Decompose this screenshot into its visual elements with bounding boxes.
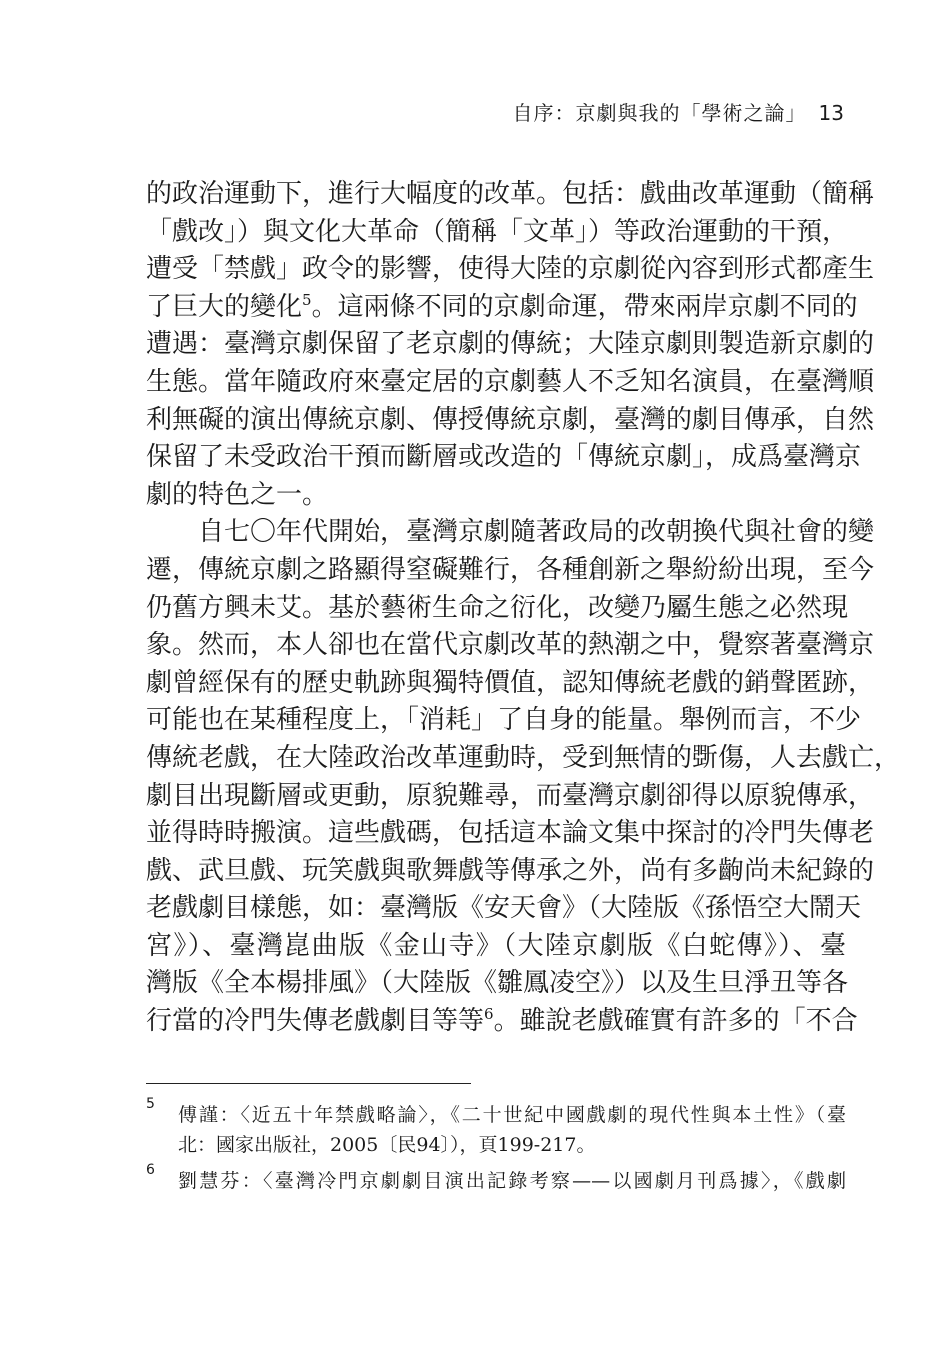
footnote-reference[interactable]: 6	[484, 1005, 494, 1024]
text-line	[146, 702, 862, 740]
text-line	[146, 740, 901, 778]
line-text: 劇的特色之一。	[146, 479, 329, 510]
text-line	[146, 1003, 858, 1041]
line-text: 戲、武旦戲、玩笑戲與歌舞戲等傳承之外，尚有多齣尚未紀錄的	[146, 855, 875, 886]
text-line	[146, 853, 875, 891]
line-text: 遷，傳統京劇之路顯得窒礙難行，各種創新之舉紛紛出現，至今	[146, 554, 875, 585]
line-text: 傳統老戲，在大陸政治改革運動時，受到無情的斲傷，人去戲亡，	[146, 742, 901, 773]
line-text: 遭受「禁戲」政令的影響，使得大陸的京劇從內容到形式都產生	[146, 254, 875, 285]
line-text: 。雖說老戲確實有許多的「不合	[493, 1006, 858, 1037]
footnote-line: 傅謹：〈近五十年禁戲略論〉，《二十世紀中國戲劇的現代性與本土性》（臺	[178, 1104, 846, 1126]
text-line	[146, 965, 849, 1003]
line-text: 了巨大的變化	[146, 291, 303, 322]
line-text: 行當的冷門失傳老戲劇目等等	[146, 1006, 485, 1037]
footnote	[146, 1162, 846, 1196]
line-text: 「戲改」）與文化大革命（簡稱「文革」）等政治運動的干預，	[146, 216, 849, 247]
line-text: 。這兩條不同的京劇命運，帶來兩岸京劇不同的	[311, 291, 858, 322]
line-text: 劇曾經保有的歷史軌跡與獨特價值，認知傳統老戲的銷聲匿跡，	[146, 667, 875, 698]
text-line	[146, 251, 875, 289]
text-line	[146, 665, 875, 703]
footnote-divider	[146, 1083, 471, 1084]
footnotes	[146, 1096, 846, 1196]
line-text: 利無礙的演出傳統京劇、傳授傳統京劇，臺灣的劇目傳承，自然	[146, 404, 875, 435]
text-line	[146, 778, 875, 816]
page-number: 13	[818, 101, 844, 125]
footnote-line: 劉慧芬：〈臺灣冷門京劇劇目演出記錄考察——以國劇月刊爲據〉，《戲劇	[178, 1170, 846, 1192]
footnote-number: 6	[146, 1162, 155, 1178]
line-text: 仍舊方興未艾。基於藝術生命之衍化，改變乃屬生態之必然現	[146, 592, 849, 623]
text-line	[146, 477, 846, 515]
text-line	[146, 326, 875, 364]
line-text: 老戲劇目樣態，如：臺灣版《安天會》（大陸版《孫悟空大鬧天	[146, 893, 862, 924]
text-line	[146, 176, 875, 214]
text-line	[146, 815, 875, 853]
line-text: 宮》）、臺灣崑曲版《金山寺》（大陸京劇版《白蛇傳》）、臺	[146, 930, 846, 961]
text-line	[146, 928, 846, 966]
paragraph	[146, 176, 875, 514]
footnote-reference[interactable]: 5	[302, 290, 312, 309]
footnote-line: 北：國家出版社，2005〔民94〕），頁199-217。	[178, 1134, 596, 1156]
line-text: 的政治運動下，進行大幅度的改革。包括：戲曲改革運動（簡稱	[146, 179, 875, 209]
line-text: 灣版《全本楊排風》（大陸版《雛鳳凌空》）以及生旦淨丑等各	[146, 968, 849, 999]
text-line	[146, 289, 858, 327]
line-text: 劇目出現斷層或更動，原貌難尋，而臺灣京劇卻得以原貌傳承，	[146, 780, 875, 811]
footnote-number: 5	[146, 1096, 155, 1112]
text-line	[146, 890, 862, 928]
text-line	[146, 402, 875, 440]
line-text: 象。然而，本人卻也在當代京劇改革的熱潮之中，覺察著臺灣京	[146, 630, 875, 661]
footnote	[146, 1096, 846, 1160]
text-line	[146, 552, 875, 590]
line-text: 保留了未受政治干預而斷層或改造的「傳統京劇」，成爲臺灣京	[146, 442, 862, 473]
line-text: 遭遇：臺灣京劇保留了老京劇的傳統；大陸京劇則製造新京劇的	[146, 329, 875, 360]
text-line	[146, 514, 875, 552]
line-text: 並得時時搬演。這些戲碼，包括這本論文集中探討的冷門失傳老	[146, 818, 875, 849]
text-line	[146, 364, 875, 402]
line-text: 生態。當年隨政府來臺定居的京劇藝人不乏知名演員，在臺灣順	[146, 366, 875, 397]
paragraph	[146, 514, 901, 1040]
line-text: 自七〇年代開始，臺灣京劇隨著政局的改朝換代與社會的變	[198, 517, 875, 548]
text-line	[146, 439, 862, 477]
body-text	[146, 176, 901, 1041]
text-line	[146, 627, 875, 665]
running-title: 自序：京劇與我的「學術之論」	[512, 101, 807, 125]
text-line	[146, 214, 849, 252]
line-text: 可能也在某種程度上，「消耗」了自身的能量。舉例而言，不少	[146, 705, 862, 736]
text-line	[146, 590, 849, 628]
running-header	[513, 96, 844, 130]
